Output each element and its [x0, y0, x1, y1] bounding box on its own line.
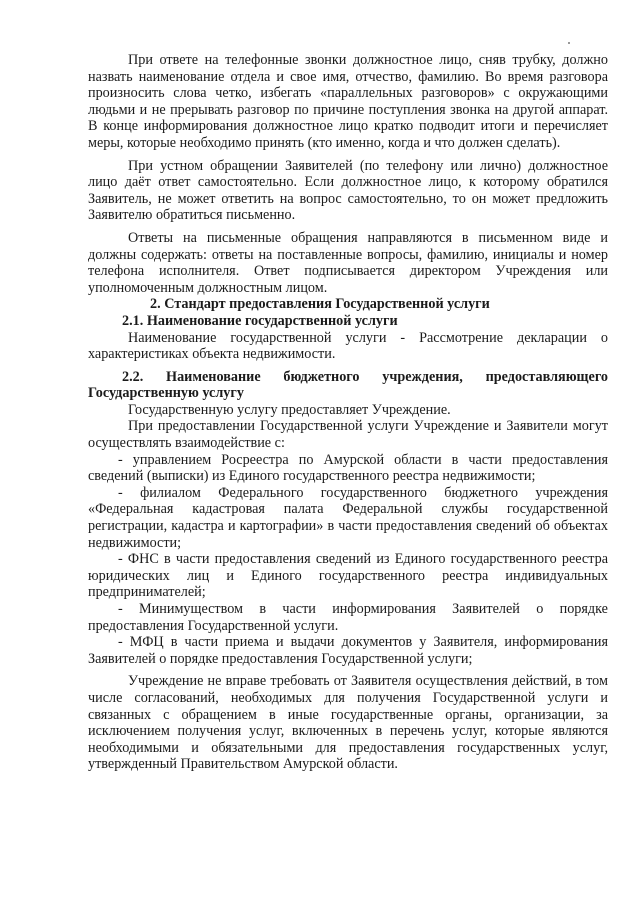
- paragraph-oral-requests: При устном обращении Заявителей (по телефону или лично) должностное лицо даёт ответ самостоятельно. Если должностное лицо, к которому обратился Заявитель, не может ответить на вопрос самостоятельно, то он может предложить Заявителю обратиться письменно.: [88, 157, 608, 224]
- interaction-item-minimushchestvo: - Минимуществом в части информирования Заявителей о порядке предоставления Государственной услуги.: [88, 601, 608, 634]
- section-2-2-heading: 2.2. Наименование бюджетного учреждения, предоставляющего Государственную услугу: [88, 368, 608, 402]
- paragraph-phone-calls: При ответе на телефонные звонки должностное лицо, сняв трубку, должно назвать наименование отдела и свое имя, отчество, фамилию. Во время разговора произносить слова четко, избегать «параллельных разговоров» с окружающими людьми и не прерывать разговор по причине поступления звонка на другой аппарат. В конце информирования должностное лицо кратко подводит итоги и перечисляет меры, которые необходимо принять (кто именно, когда и что должен сделать).: [88, 52, 608, 151]
- section-2-2-text: Государственную услугу предоставляет Учреждение.: [128, 401, 451, 418]
- paragraph-restrictions: Учреждение не вправе требовать от Заявителя осуществления действий, в том числе согласований, необходимых для получения Государственной услуги и связанных с обращением в иные государственные органы, организации, за исключением получения услуг, включенных в перечень услуг, которые являются необходимыми и обязательными для предоставления государственных услуг, утвержденный Правительством Амурской области.: [88, 673, 608, 773]
- interaction-item-mfc: - МФЦ в части приема и выдачи документов у Заявителя, информирования Заявителей о порядке предоставления Государственной услуги;: [88, 634, 608, 667]
- paragraph-written-requests: Ответы на письменные обращения направляются в письменном виде и должны содержать: ответы на поставленные вопросы, фамилию, инициалы и номер телефона исполнителя. Ответ подписывается директором Учреждения или уполномоченным должностным лицом.: [88, 229, 608, 296]
- scan-speck: [568, 42, 570, 44]
- section-2-heading: 2. Стандарт предоставления Государственной услуги: [150, 296, 490, 313]
- interaction-intro: При предоставлении Государственной услуги Учреждение и Заявители могут осуществлять взаимодействие с:: [88, 418, 608, 452]
- interaction-item-fns: - ФНС в части предоставления сведений из Единого государственного реестра юридических лиц и Единого государственного реестра индивидуальных предпринимателей;: [88, 551, 608, 601]
- interaction-item-cadastral-chamber: - филиалом Федерального государственного бюджетного учреждения «Федеральная кадастровая палата Федеральной службы государственной регистрации, кадастра и картографии» в части предоставления сведений об объектах недвижимости;: [88, 484, 608, 551]
- section-2-1-heading: 2.1. Наименование государственной услуги: [122, 312, 398, 329]
- section-2-1-text: Наименование государственной услуги - Рассмотрение декларации о характеристиках объекта недвижимости.: [88, 329, 608, 363]
- interaction-item-rosreestr: - управлением Росреестра по Амурской области в части предоставления сведений (выписки) из Единого государственного реестра недвижимости;: [88, 451, 608, 485]
